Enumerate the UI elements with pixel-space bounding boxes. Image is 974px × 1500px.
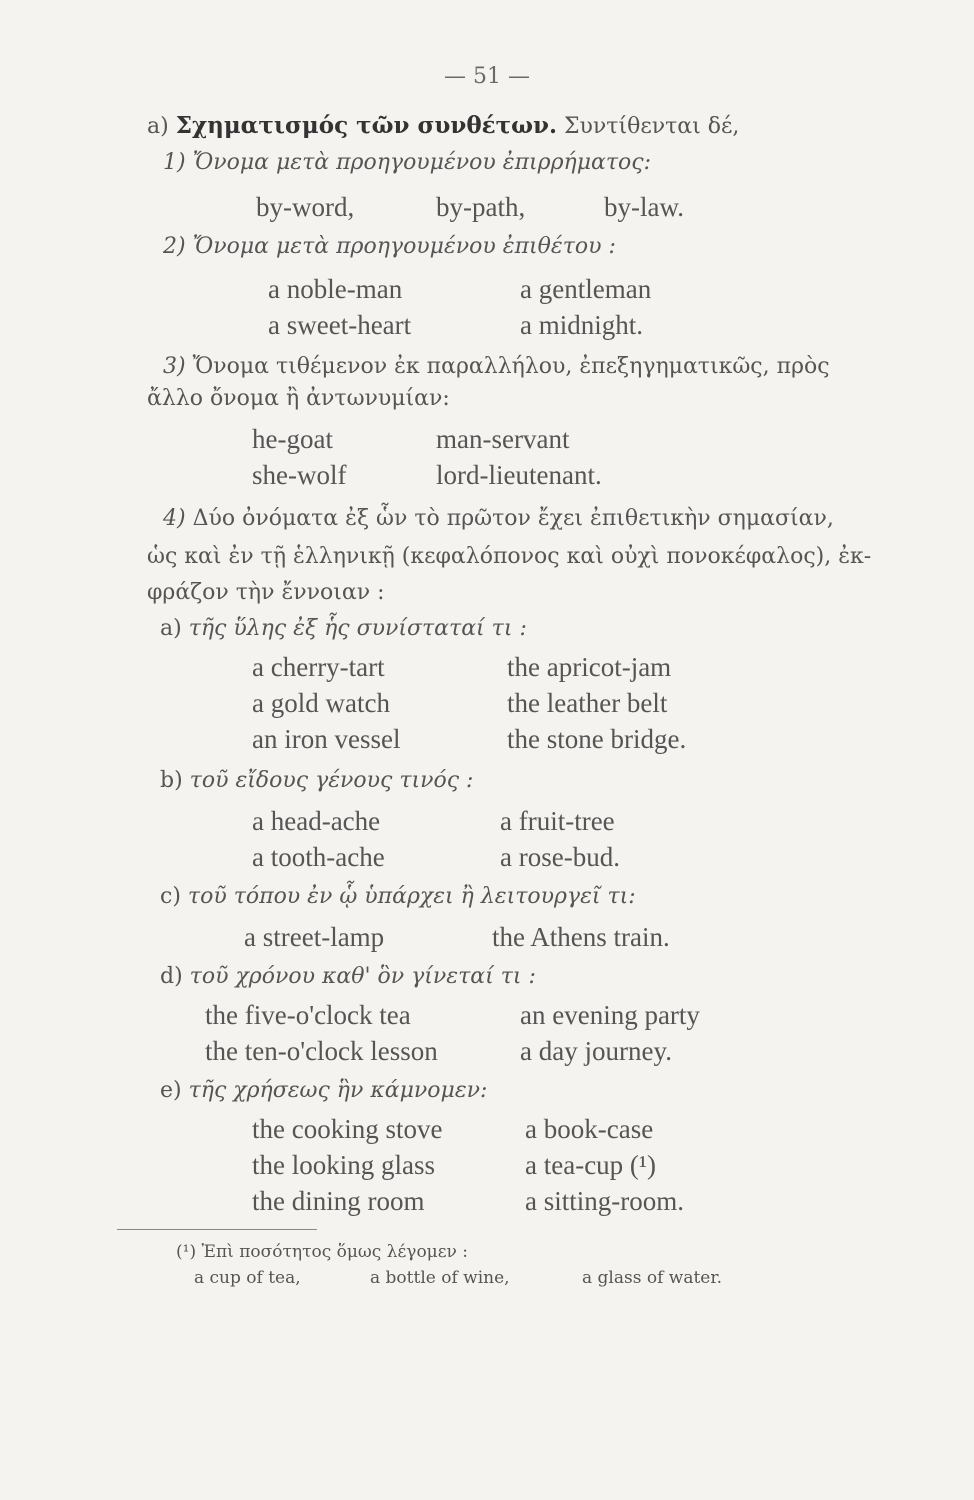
sub-c-heading: [160, 884, 636, 909]
section-3-title-line-2: ἄλλο ὄνομα ἢ ἀντωνυμίαν:: [147, 386, 450, 411]
sub-b-row-1-left: a head-ache: [252, 806, 381, 836]
sub-d-title: τοῦ χρόνου καθ' ὃν γίνεταί τι :: [189, 964, 536, 989]
sub-d-row-2-left: the ten-o'clock lesson: [205, 1036, 438, 1066]
sub-c-title: τοῦ τόπου ἐν ᾧ ὑπάρχει ἢ λειτουργεῖ τι:: [187, 884, 636, 909]
sub-a-heading: [160, 616, 527, 641]
section-1-word-1: by-word,: [256, 192, 355, 222]
sub-a-row-2-left: a gold watch: [252, 688, 390, 718]
section-3-label: 3): [163, 354, 186, 379]
section-1-heading: [163, 150, 651, 175]
footnote-item-2: a bottle of wine,: [370, 1268, 510, 1288]
section-2-row-2-right: a midnight.: [520, 310, 643, 340]
sub-b-title: τοῦ εἴδους γένους τινός :: [189, 768, 474, 793]
section-3-row-2-left: she-wolf: [252, 460, 347, 490]
sub-c-label: c): [160, 884, 181, 909]
sub-d-heading: [160, 964, 536, 989]
footnote-item-1: a cup of tea,: [194, 1268, 301, 1288]
sub-e-label: e): [160, 1078, 182, 1103]
sub-b-row-2-left: a tooth-ache: [252, 842, 385, 872]
sub-d-row-1-left: the five-o'clock tea: [205, 1000, 411, 1030]
sub-a-label: a): [160, 616, 182, 641]
sub-d-row-2-right: a day journey.: [520, 1036, 672, 1066]
sub-a-title: τῆς ὕλης ἐξ ἧς συνίσταταί τι :: [188, 616, 527, 641]
sub-a-row-3-right: the stone bridge.: [507, 724, 687, 754]
section-4-title-line-3: φράζον τὴν ἔννοιαν :: [147, 580, 385, 605]
section-2-row-2-left: a sweet-heart: [268, 310, 412, 340]
heading-line: [147, 112, 739, 139]
section-2-label: 2): [163, 234, 186, 259]
sub-e-title: τῆς χρήσεως ἣν κάμνομεν:: [188, 1078, 488, 1103]
sub-b-row-2-right: a rose-bud.: [500, 842, 620, 872]
sub-a-row-2-right: the leather belt: [507, 688, 668, 718]
section-2-title: Ὄνομα μετὰ προηγουμένου ἐπιθέτου :: [192, 234, 616, 259]
section-3-row-2-right: lord-lieutenant.: [436, 460, 602, 490]
section-2-row-1-right: a gentleman: [520, 274, 652, 304]
sub-e-row-2-left: the looking glass: [252, 1150, 435, 1180]
sub-e-row-1-right: a book-case: [525, 1114, 654, 1144]
section-2-heading: [163, 234, 616, 259]
heading-rest: Συντίθενται δέ,: [563, 114, 740, 139]
section-4-title-line-1: Δύο ὀνόματα ἐξ ὧν τὸ πρῶτον ἔχει ἐπιθετικὴν σημασίαν,: [192, 506, 834, 531]
section-1-label: 1): [163, 150, 186, 175]
section-1-word-2: by-path,: [436, 192, 526, 222]
sub-e-row-3-right: a sitting-room.: [525, 1186, 684, 1216]
section-4-heading-line-1: [163, 506, 834, 531]
sub-e-row-1-left: the cooking stove: [252, 1114, 443, 1144]
sub-a-row-3-left: an iron vessel: [252, 724, 401, 754]
sub-d-row-1-right: an evening party: [520, 1000, 700, 1030]
sub-c-row-1-left: a street-lamp: [244, 922, 385, 952]
section-3-row-1-right: man-servant: [436, 424, 570, 454]
section-3-title-line-1: Ὄνομα τιθέμενον ἐκ παραλλήλου, ἐπεξηγηματικῶς, πρὸς: [192, 354, 830, 379]
sub-e-row-2-right: a tea-cup (¹): [525, 1150, 657, 1180]
footnote-divider: [117, 1229, 317, 1230]
heading-title: Σχηματισμός τῶν συνθέτων.: [175, 112, 557, 139]
footnote-line-1: (¹) Ἐπὶ ποσότητος ὅμως λέγομεν :: [176, 1242, 468, 1262]
section-1-title: Ὄνομα μετὰ προηγουμένου ἐπιρρήματος:: [192, 150, 652, 175]
sub-d-label: d): [160, 964, 183, 989]
section-2-row-1-left: a noble-man: [268, 274, 403, 304]
sub-b-heading: [160, 768, 473, 793]
sub-b-label: b): [160, 768, 183, 793]
section-4-label: 4): [163, 506, 186, 531]
sub-a-row-1-left: a cherry-tart: [252, 652, 385, 682]
footnote-item-3: a glass of water.: [582, 1268, 723, 1288]
sub-b-row-1-right: a fruit-tree: [500, 806, 615, 836]
sub-e-heading: [160, 1078, 487, 1103]
section-1-word-3: by-law.: [604, 192, 684, 222]
sub-e-row-3-left: the dining room: [252, 1186, 425, 1216]
sub-a-row-1-right: the apricot-jam: [507, 652, 672, 682]
page-number: — 51 —: [444, 64, 530, 89]
section-3-row-1-left: he-goat: [252, 424, 333, 454]
heading-marker: a): [147, 114, 169, 139]
section-3-heading-line-1: [163, 354, 830, 379]
sub-c-row-1-right: the Athens train.: [492, 922, 670, 952]
section-4-title-line-2: ὡς καὶ ἐν τῇ ἑλληνικῇ (κεφαλόπονος καὶ οὐχὶ πονοκέφαλος), ἐκ-: [147, 544, 872, 569]
